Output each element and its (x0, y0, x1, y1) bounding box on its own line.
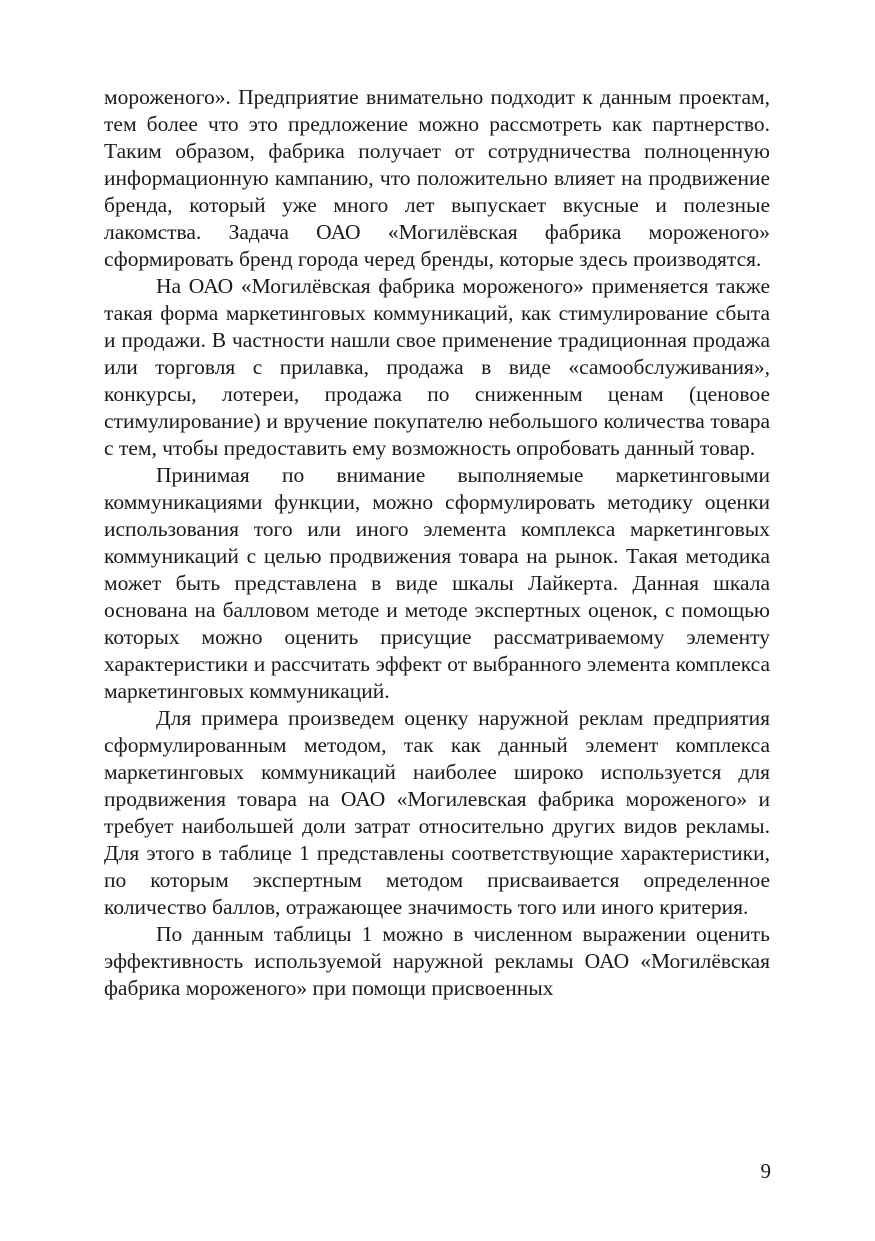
paragraph-outdoor-advertising: Для примера произведем оценку наружной реклам предприятия сформулированным методом, так как данный элемент комплекса маркетинговых коммуникаций наиболее широко используется для продвижения товара на ОАО «Могилевская фабрика мороженого» и требует наибольшей доли затрат относительно других видов рекламы. Для этого в таблице 1 представлены соответствующие характеристики, по которым экспертным методом присваивается определенное количество баллов, отражающее значимость того или иного критерия. (104, 706, 770, 919)
paragraph-continuation: мороженого». Предприятие внимательно подходит к данным проектам, тем более что это предложение можно рассмотреть как партнерство. Таким образом, фабрика получает от сотрудничества полноценную информационную кампанию, что положительно влияет на продвижение бренда, который уже много лет выпускает вкусные и полезные лакомства. Задача ОАО «Могилёвская фабрика мороженого» сформировать бренд города черед бренды, которые здесь производятся. (104, 85, 770, 271)
page-number: 9 (760, 1159, 771, 1183)
paragraph-sales-promotion: На ОАО «Могилёвская фабрика мороженого» применяется также такая форма маркетинговых коммуникаций, как стимулирование сбыта и продажи. В частности нашли свое применение традиционная продажа или торговля с прилавка, продажа в виде «самообслуживания», конкурсы, лотереи, продажа по сниженным ценам (ценовое стимулирование) и вручение покупателю небольшого количества товара с тем, чтобы предоставить ему возможность опробовать данный товар. (104, 274, 770, 460)
paragraph-methodology: Принимая по внимание выполняемые маркетинговыми коммуникациями функции, можно сформулировать методику оценки использования того или иного элемента комплекса маркетинговых коммуникаций с целью продвижения товара на рынок. Такая методика может быть представлена в виде шкалы Лайкерта. Данная шкала основана на балловом методе и методе экспертных оценок, с помощью которых можно оценить присущие рассматриваемому элементу характеристики и рассчитать эффект от выбранного элемента комплекса маркетинговых коммуникаций. (104, 463, 770, 703)
document-body (104, 84, 770, 1002)
paragraph-table-evaluation: По данным таблицы 1 можно в численном выражении оценить эффективность используемой наружной рекламы ОАО «Могилёвская фабрика мороженого» при помощи присвоенных (104, 922, 770, 1000)
